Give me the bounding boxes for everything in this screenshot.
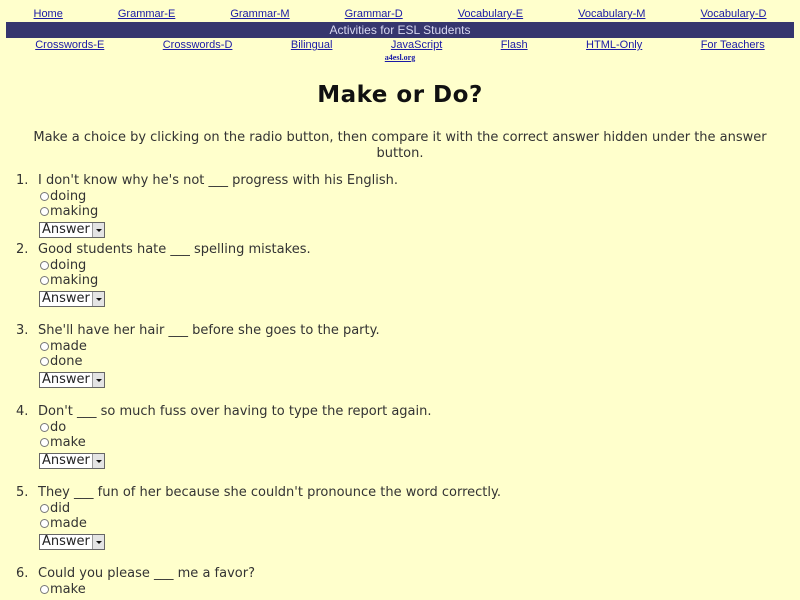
nav-link-grammar-e[interactable]: Grammar-E — [117, 8, 176, 20]
nav-link-vocabulary-m[interactable]: Vocabulary-M — [578, 8, 646, 20]
nav-link-home[interactable]: Home — [33, 8, 63, 20]
radio-button-icon[interactable] — [40, 423, 49, 432]
question-number: 6. — [16, 566, 29, 581]
answer-select-label: Answer — [42, 291, 90, 306]
nav-bottom-bar — [6, 39, 794, 53]
question-text: I don't know why he's not ___ progress with his English. — [38, 173, 398, 188]
nav-link-vocabulary-d[interactable]: Vocabulary-D — [700, 8, 767, 20]
radio-button-icon[interactable] — [40, 261, 49, 270]
option-label: doing — [50, 189, 87, 204]
option-label: made — [50, 339, 87, 354]
radio-button-icon[interactable] — [40, 504, 49, 513]
radio-button-icon[interactable] — [40, 207, 49, 216]
q6-option-1[interactable] — [40, 582, 800, 597]
radio-button-icon[interactable] — [40, 519, 49, 528]
question-line — [0, 485, 800, 501]
question-line — [0, 173, 800, 189]
q2-answer-select[interactable] — [39, 291, 105, 307]
answer-select-label: Answer — [42, 222, 90, 237]
question-number: 5. — [16, 485, 29, 500]
radio-button-icon[interactable] — [40, 585, 49, 594]
question-3 — [0, 323, 800, 388]
question-line — [0, 566, 800, 582]
q5-option-1[interactable] — [40, 501, 800, 516]
answer-select-label: Answer — [42, 453, 90, 468]
option-label: making — [50, 273, 99, 288]
answer-select-label: Answer — [42, 372, 90, 387]
option-label: do — [50, 420, 67, 435]
radio-button-icon[interactable] — [40, 342, 49, 351]
q4-option-2[interactable] — [40, 435, 800, 450]
question-text: They ___ fun of her because she couldn't pronounce the word correctly. — [38, 485, 501, 500]
option-label: making — [50, 204, 99, 219]
nav-link-crosswords-e[interactable]: Crosswords-E — [35, 39, 105, 51]
radio-button-icon[interactable] — [40, 357, 49, 366]
nav-link-grammar-d[interactable]: Grammar-D — [344, 8, 403, 20]
q1-option-1[interactable] — [40, 189, 800, 204]
option-label: made — [50, 516, 87, 531]
option-label: did — [50, 501, 71, 516]
question-2 — [0, 242, 800, 307]
radio-button-icon[interactable] — [40, 438, 49, 447]
q5-answer-select[interactable] — [39, 534, 105, 550]
nav-link-html-only[interactable]: HTML-Only — [586, 39, 643, 51]
chevron-down-icon[interactable] — [92, 292, 104, 306]
question-number: 3. — [16, 323, 29, 338]
question-number: 2. — [16, 242, 29, 257]
nav-link-vocabulary-e[interactable]: Vocabulary-E — [457, 8, 524, 20]
site-home-link[interactable]: a4esl.org — [384, 53, 416, 62]
chevron-down-icon[interactable] — [92, 223, 104, 237]
question-line — [0, 242, 800, 258]
nav-link-bilingual[interactable]: Bilingual — [290, 39, 333, 51]
q4-answer-select[interactable] — [39, 453, 105, 469]
q2-option-2[interactable] — [40, 273, 800, 288]
question-number: 1. — [16, 173, 29, 188]
chevron-down-icon[interactable] — [92, 454, 104, 468]
q1-option-2[interactable] — [40, 204, 800, 219]
nav-link-for-teachers[interactable]: For Teachers — [700, 39, 765, 51]
nav-link-javascript[interactable]: JavaScript — [390, 39, 443, 51]
question-4 — [0, 404, 800, 469]
page-title: Make or Do? — [317, 82, 483, 108]
q3-option-2[interactable] — [40, 354, 800, 369]
nav-top-bar — [6, 8, 794, 22]
question-6 — [0, 566, 800, 597]
question-line — [0, 404, 800, 420]
nav-link-grammar-m[interactable]: Grammar-M — [230, 8, 290, 20]
question-number: 4. — [16, 404, 29, 419]
option-label: make — [50, 582, 86, 597]
option-label: doing — [50, 258, 87, 273]
site-link-container — [0, 53, 800, 62]
q3-answer-select[interactable] — [39, 372, 105, 388]
question-text: Good students hate ___ spelling mistakes. — [38, 242, 311, 257]
chevron-down-icon[interactable] — [92, 535, 104, 549]
question-text: Don't ___ so much fuss over having to type the report again. — [38, 404, 432, 419]
q1-answer-select[interactable] — [39, 222, 105, 238]
question-1 — [0, 173, 800, 238]
nav-link-crosswords-d[interactable]: Crosswords-D — [162, 39, 233, 51]
q5-option-2[interactable] — [40, 516, 800, 531]
site-banner: Activities for ESL Students — [6, 22, 794, 38]
q2-option-1[interactable] — [40, 258, 800, 273]
question-line — [0, 323, 800, 339]
radio-button-icon[interactable] — [40, 192, 49, 201]
nav-link-flash[interactable]: Flash — [500, 39, 528, 51]
question-5 — [0, 485, 800, 550]
instructions-text: Make a choice by clicking on the radio button, then compare it with the correct answer hidden under the answer button. — [33, 130, 767, 161]
option-label: done — [50, 354, 83, 369]
q4-option-1[interactable] — [40, 420, 800, 435]
radio-button-icon[interactable] — [40, 276, 49, 285]
question-text: She'll have her hair ___ before she goes to the party. — [38, 323, 380, 338]
question-text: Could you please ___ me a favor? — [38, 566, 255, 581]
option-label: make — [50, 435, 86, 450]
answer-select-label: Answer — [42, 534, 90, 549]
q3-option-1[interactable] — [40, 339, 800, 354]
chevron-down-icon[interactable] — [92, 373, 104, 387]
